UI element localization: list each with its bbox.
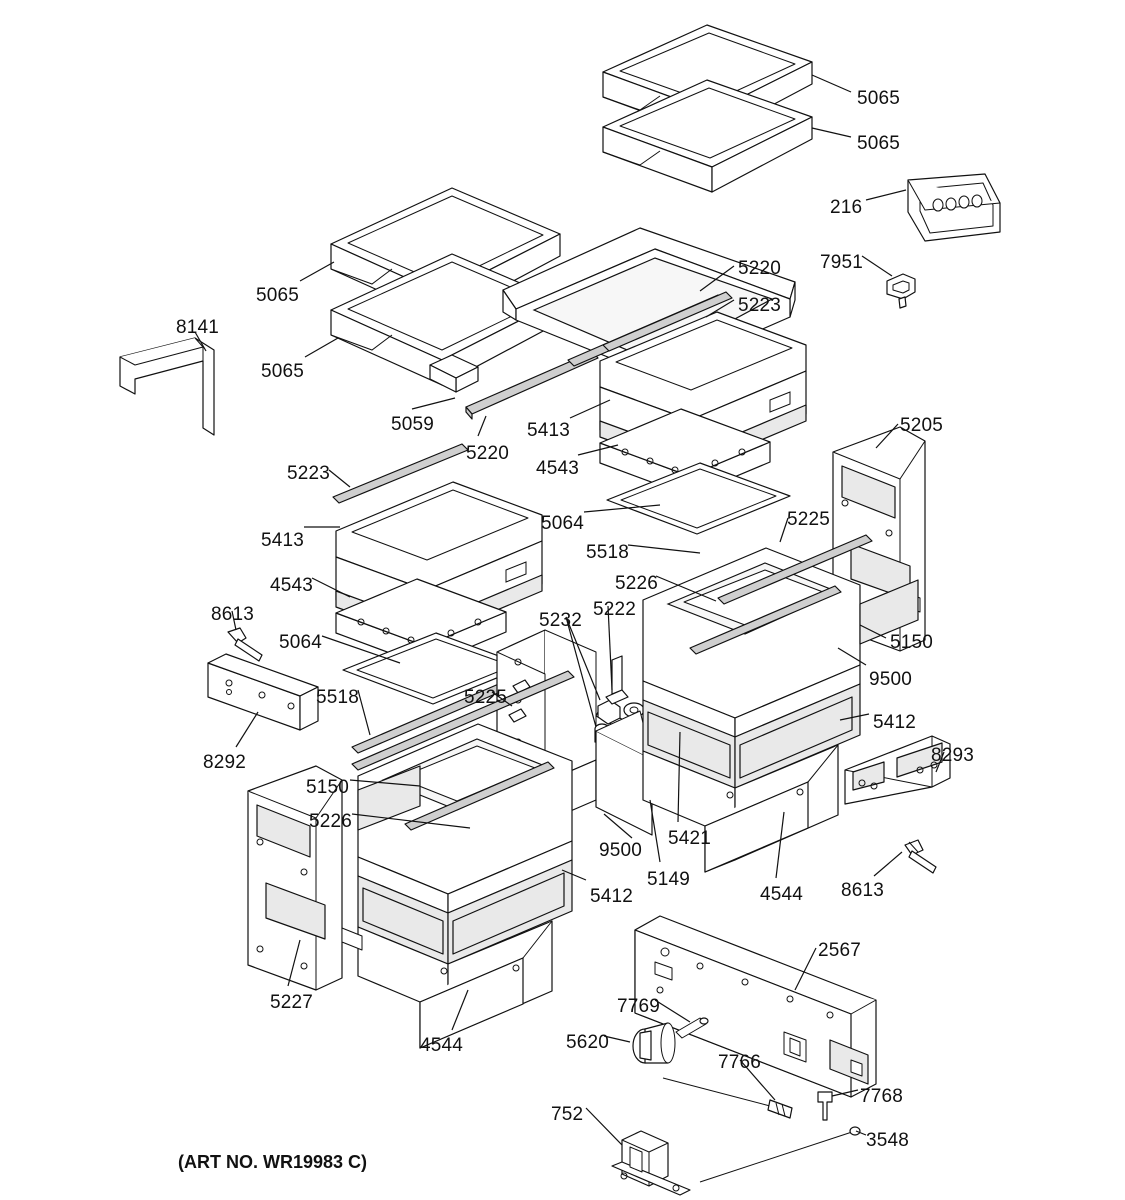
callout-5413-b: 5413: [261, 530, 305, 551]
callout-5064-a: 5064: [541, 513, 585, 534]
plug-7768: [818, 1092, 832, 1120]
callout-5412-b: 5412: [590, 886, 634, 907]
callout-5059: 5059: [391, 414, 435, 435]
callout-5225-b: 5225: [464, 687, 508, 708]
side-panel-left: [248, 766, 362, 990]
callout-5220-b: 5220: [466, 443, 510, 464]
callout-5064-b: 5064: [279, 632, 323, 653]
solenoid-752: [612, 1131, 690, 1195]
art-number-caption: (ART NO. WR19983 C): [178, 1152, 368, 1172]
callout-752: 752: [551, 1104, 584, 1125]
callout-4544-b: 4544: [420, 1035, 464, 1056]
callout-5421: 5421: [668, 828, 712, 849]
callout-5065-d: 5065: [261, 361, 305, 382]
callout-5150-b: 5150: [306, 777, 350, 798]
callout-7769: 7769: [617, 996, 661, 1017]
handle-trim: [120, 338, 214, 435]
motor-5620: [633, 1023, 675, 1063]
callout-4543-b: 4543: [270, 575, 314, 596]
callout-5412-a: 5412: [873, 712, 917, 733]
callout-8293: 8293: [931, 745, 975, 766]
callout-5518-a: 5518: [586, 542, 630, 563]
callout-5413-a: 5413: [527, 420, 571, 441]
callout-5065-c: 5065: [256, 285, 300, 306]
callout-5065-a: 5065: [857, 88, 901, 109]
callout-9500-a: 9500: [869, 669, 913, 690]
callout-7766: 7766: [718, 1052, 762, 1073]
rod-3548: [700, 1127, 860, 1182]
callout-5227: 5227: [270, 992, 314, 1013]
callout-2567: 2567: [818, 940, 862, 961]
callout-216: 216: [830, 197, 863, 218]
callout-9500-b: 9500: [599, 840, 643, 861]
callout-4544-a: 4544: [760, 884, 804, 905]
callout-5065-b: 5065: [857, 133, 901, 154]
screw-8613-right: [905, 840, 936, 873]
callout-5223-b: 5223: [287, 463, 331, 484]
callout-5232: 5232: [539, 610, 583, 631]
callout-3548: 3548: [866, 1130, 910, 1151]
door-bin: [908, 174, 1000, 241]
rail-8292: [208, 654, 318, 730]
callout-8141: 8141: [176, 317, 220, 338]
callout-4543-a: 4543: [536, 458, 580, 479]
clip-bracket: [887, 274, 915, 308]
callout-8613-b: 8613: [841, 880, 885, 901]
callout-5226-a: 5226: [615, 573, 659, 594]
callout-7951: 7951: [820, 252, 864, 273]
callout-5149: 5149: [647, 869, 691, 890]
callout-5518-b: 5518: [316, 687, 360, 708]
callout-5223-a: 5223: [738, 295, 782, 316]
callout-7768: 7768: [860, 1086, 904, 1107]
callout-5620: 5620: [566, 1032, 610, 1053]
callout-8613-a: 8613: [211, 604, 255, 625]
callout-5205: 5205: [900, 415, 944, 436]
callout-8292: 8292: [203, 752, 247, 773]
callout-5225-a: 5225: [787, 509, 831, 530]
callout-5150-a: 5150: [890, 632, 934, 653]
callout-5220-a: 5220: [738, 258, 782, 279]
callout-5222: 5222: [593, 599, 637, 620]
callout-5226-b: 5226: [309, 811, 353, 832]
